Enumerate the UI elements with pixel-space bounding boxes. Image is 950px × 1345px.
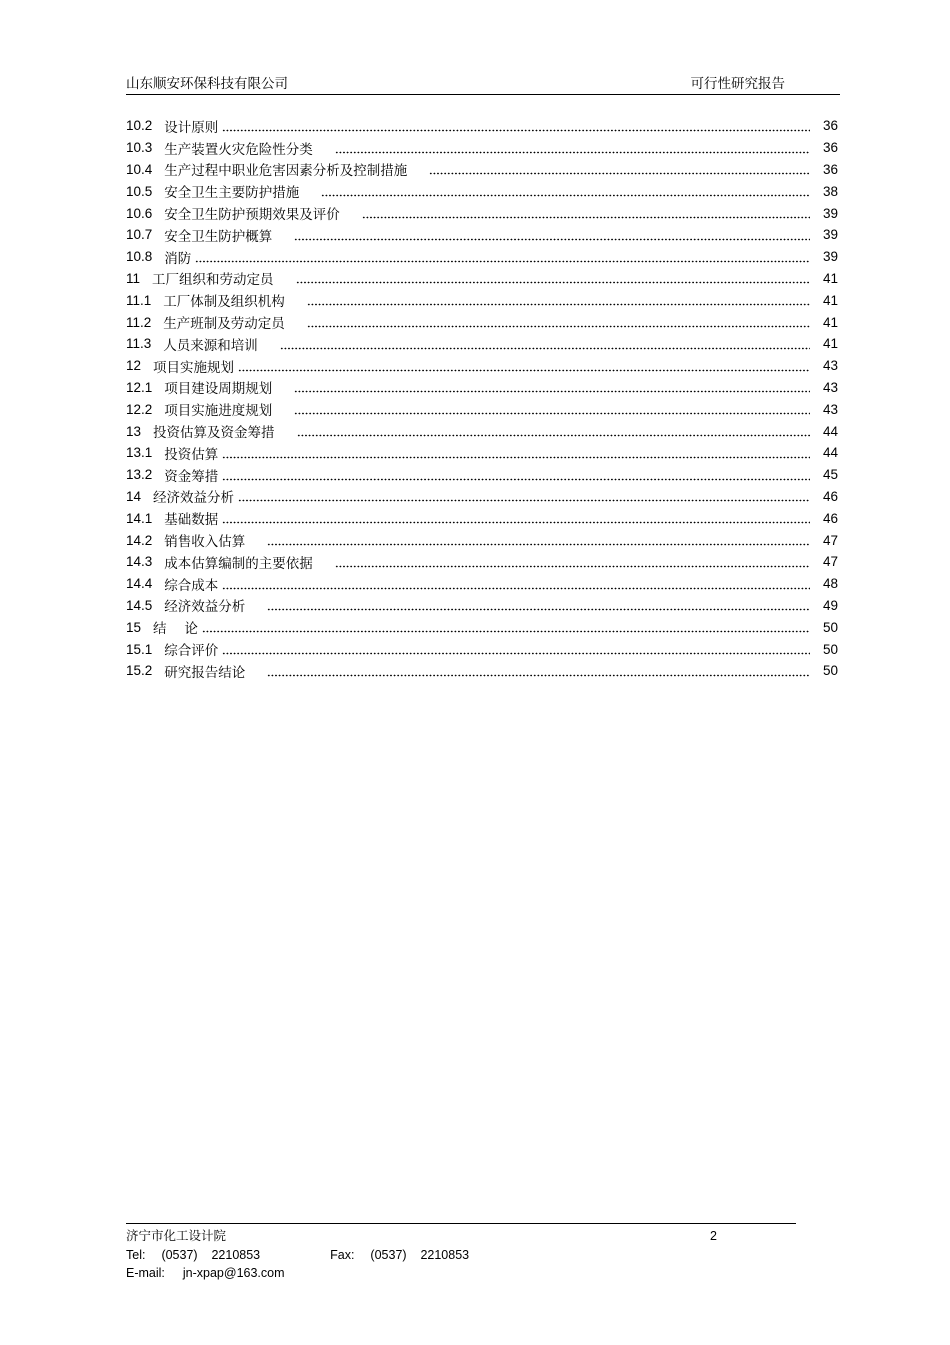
- toc-page-number: 50: [822, 663, 838, 679]
- toc-page-number: 46: [822, 510, 838, 526]
- toc-leader-dots: [335, 555, 810, 569]
- toc-entry[interactable]: [126, 442, 838, 464]
- toc-section-number: 10.5: [126, 183, 153, 199]
- document-type: 可行性研究报告: [690, 76, 785, 92]
- page-number: 2: [710, 1229, 717, 1243]
- toc-page-number: 43: [822, 401, 838, 417]
- toc-page-number: 49: [822, 597, 838, 613]
- toc-section-title: 项目实施进度规划: [164, 403, 273, 420]
- company-name: 山东顺安环保科技有限公司: [126, 76, 288, 92]
- toc-entry[interactable]: [126, 507, 838, 529]
- toc-entry[interactable]: [126, 289, 838, 311]
- toc-page-number: 41: [822, 270, 838, 286]
- toc-entry[interactable]: [126, 159, 838, 181]
- toc-leader-dots: [222, 577, 810, 591]
- toc-entry[interactable]: [126, 202, 838, 224]
- toc-entry[interactable]: [126, 486, 838, 508]
- toc-entry[interactable]: [126, 180, 838, 202]
- toc-leader-dots: [222, 446, 810, 460]
- toc-section-number: 12.2: [126, 401, 153, 417]
- toc-section-number: 11.1: [126, 292, 152, 308]
- toc-page-number: 50: [822, 641, 838, 657]
- toc-entry[interactable]: [126, 224, 838, 246]
- toc-leader-dots: [294, 228, 810, 242]
- toc-section-number: 10.3: [126, 140, 153, 156]
- toc-entry[interactable]: [126, 311, 838, 333]
- toc-section-number: 14.4: [126, 576, 153, 592]
- toc-section-title: 安全卫生主要防护措施: [164, 185, 300, 202]
- toc-section-number: 10.8: [126, 249, 153, 265]
- toc-section-title: 生产装置火灾危险性分类: [164, 141, 313, 158]
- toc-page-number: 47: [822, 532, 838, 548]
- toc-section-title: 研究报告结论: [164, 664, 246, 681]
- email-value: jn-xpap@163.com: [182, 1266, 285, 1280]
- toc-page-number: 38: [822, 183, 838, 199]
- toc-leader-dots: [238, 489, 810, 503]
- toc-section-number: 10.4: [126, 161, 153, 177]
- toc-entry[interactable]: [126, 551, 838, 573]
- toc-page-number: 44: [822, 423, 838, 439]
- toc-section-number: 13: [126, 423, 142, 439]
- toc-page-number: 39: [822, 205, 838, 221]
- toc-leader-dots: [222, 468, 810, 482]
- toc-page-number: 41: [822, 314, 838, 330]
- toc-leader-dots: [362, 206, 810, 220]
- toc-section-number: 11.3: [126, 336, 152, 352]
- email-label: E-mail:: [126, 1266, 165, 1280]
- toc-section-number: 13.2: [126, 467, 153, 483]
- toc-entry[interactable]: [126, 420, 838, 442]
- toc-section-title: 资金筹措: [164, 468, 219, 485]
- toc-section-number: 13.1: [126, 445, 153, 461]
- toc-section-title: 销售收入估算: [164, 534, 246, 551]
- fax-value: (0537) 2210853: [370, 1248, 470, 1262]
- toc-leader-dots: [238, 359, 810, 373]
- page-footer: [126, 1223, 796, 1282]
- toc-page-number: 46: [822, 488, 838, 504]
- toc-entry[interactable]: [126, 398, 838, 420]
- toc-entry[interactable]: [126, 616, 838, 638]
- table-of-contents: [126, 115, 838, 682]
- toc-leader-dots: [321, 184, 810, 198]
- toc-leader-dots: [222, 119, 810, 133]
- toc-section-title: 经济效益分析: [153, 490, 235, 507]
- toc-page-number: 43: [822, 358, 838, 374]
- toc-leader-dots: [307, 293, 810, 307]
- toc-section-title: 设计原则: [164, 119, 219, 136]
- toc-section-title: 基础数据: [164, 512, 219, 529]
- institute-name: 济宁市化工设计院: [126, 1228, 227, 1243]
- toc-entry[interactable]: [126, 137, 838, 159]
- toc-entry[interactable]: [126, 573, 838, 595]
- toc-section-title: 安全卫生防护预期效果及评价: [164, 207, 340, 224]
- toc-section-title: 生产班制及劳动定员: [163, 316, 285, 333]
- toc-section-number: 10.6: [126, 205, 153, 221]
- toc-section-number: 10.2: [126, 118, 153, 134]
- toc-section-title: 工厂组织和劳动定员: [152, 272, 274, 289]
- toc-section-number: 12.1: [126, 379, 153, 395]
- toc-page-number: 36: [822, 161, 838, 177]
- toc-section-title: 项目实施规划: [153, 359, 235, 376]
- toc-entry[interactable]: [126, 246, 838, 268]
- toc-entry[interactable]: [126, 638, 838, 660]
- toc-section-number: 11.2: [126, 314, 152, 330]
- toc-section-title: 综合评价: [164, 643, 219, 660]
- toc-leader-dots: [222, 511, 810, 525]
- toc-entry[interactable]: [126, 529, 838, 551]
- toc-page-number: 41: [822, 292, 838, 308]
- toc-leader-dots: [335, 141, 810, 155]
- page-header: [126, 70, 840, 95]
- toc-entry[interactable]: [126, 660, 838, 682]
- toc-leader-dots: [222, 642, 810, 656]
- toc-page-number: 47: [822, 554, 838, 570]
- toc-section-title: 综合成本: [164, 577, 219, 594]
- toc-leader-dots: [429, 162, 810, 176]
- toc-section-number: 14.3: [126, 554, 153, 570]
- toc-entry[interactable]: [126, 355, 838, 377]
- toc-page-number: 44: [822, 445, 838, 461]
- toc-leader-dots: [294, 402, 810, 416]
- toc-entry[interactable]: [126, 333, 838, 355]
- toc-section-number: 14: [126, 488, 142, 504]
- toc-section-number: 12: [126, 358, 142, 374]
- toc-section-title: 消防: [164, 250, 192, 267]
- toc-section-number: 15.2: [126, 663, 153, 679]
- toc-section-number: 14.5: [126, 597, 153, 613]
- toc-section-title: 安全卫生防护概算: [164, 228, 273, 245]
- toc-leader-dots: [267, 664, 810, 678]
- toc-section-number: 14.2: [126, 532, 153, 548]
- toc-section-number: 14.1: [126, 510, 153, 526]
- toc-section-title: 人员来源和培训: [163, 337, 258, 354]
- toc-entry[interactable]: [126, 268, 838, 290]
- tel-label: Tel:: [126, 1248, 146, 1262]
- toc-entry[interactable]: [126, 464, 838, 486]
- toc-leader-dots: [296, 271, 810, 285]
- toc-section-number: 15.1: [126, 641, 153, 657]
- toc-section-number: 11: [126, 270, 141, 286]
- toc-page-number: 43: [822, 379, 838, 395]
- toc-page-number: 39: [822, 227, 838, 243]
- toc-page-number: 45: [822, 467, 838, 483]
- toc-leader-dots: [307, 315, 810, 329]
- toc-page-number: 36: [822, 140, 838, 156]
- toc-page-number: 50: [822, 619, 838, 635]
- toc-leader-dots: [280, 337, 810, 351]
- toc-leader-dots: [294, 380, 810, 394]
- toc-page-number: 48: [822, 576, 838, 592]
- toc-section-title: 投资估算及资金筹措: [153, 425, 275, 442]
- toc-leader-dots: [297, 424, 810, 438]
- toc-entry[interactable]: [126, 595, 838, 617]
- toc-page-number: 39: [822, 249, 838, 265]
- toc-leader-dots: [195, 250, 810, 264]
- toc-leader-dots: [202, 620, 810, 634]
- toc-section-title: 项目建设周期规划: [164, 381, 273, 398]
- toc-entry[interactable]: [126, 377, 838, 399]
- toc-leader-dots: [267, 533, 810, 547]
- toc-leader-dots: [267, 598, 810, 612]
- toc-section-title: 经济效益分析: [164, 599, 246, 616]
- toc-section-title: 结 论: [153, 621, 198, 638]
- toc-page-number: 36: [822, 118, 838, 134]
- toc-section-title: 投资估算: [164, 446, 219, 463]
- fax-label: Fax:: [330, 1248, 355, 1262]
- toc-section-number: 10.7: [126, 227, 153, 243]
- toc-section-title: 工厂体制及组织机构: [163, 294, 285, 311]
- toc-page-number: 41: [822, 336, 838, 352]
- toc-section-title: 成本估算编制的主要依据: [164, 555, 313, 572]
- tel-value: (0537) 2210853: [161, 1248, 261, 1262]
- toc-section-title: 生产过程中职业危害因素分析及控制措施: [164, 163, 408, 180]
- toc-section-number: 15: [126, 619, 142, 635]
- toc-entry[interactable]: [126, 115, 838, 137]
